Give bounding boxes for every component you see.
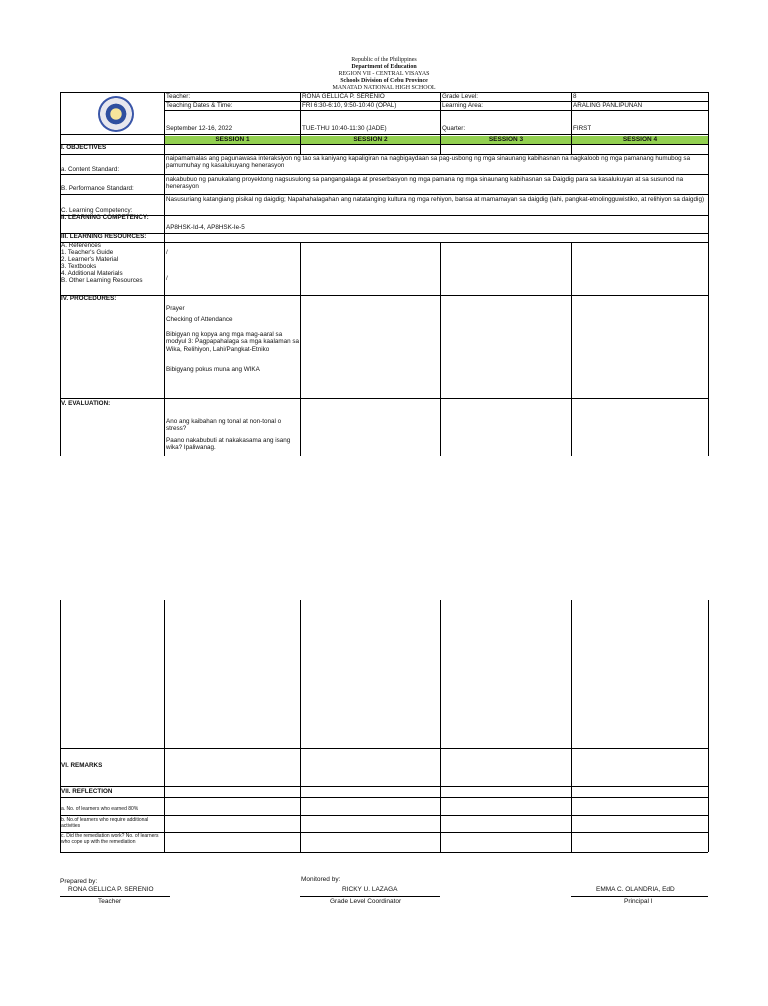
principal-role: Principal I — [624, 898, 653, 905]
header-division: Schools Division of Cebu Province — [340, 78, 428, 84]
deped-seal-icon — [98, 96, 134, 132]
quarter-label: Quarter: — [442, 125, 466, 132]
grid-line — [708, 600, 709, 852]
prepared-by-name: RONA GELLICA P. SERENIO — [68, 886, 154, 893]
grid-line — [440, 242, 441, 456]
evaluation-heading: V. EVALUATION: — [61, 400, 111, 407]
grid-line — [60, 215, 708, 216]
resource-mark: / — [166, 249, 168, 256]
evaluation-question-2: Paano nakabubuti at nakakasama ang isang wika? Ipaliwanag. — [166, 437, 291, 452]
session-1-header: SESSION 1 — [165, 136, 300, 144]
resource-item: 1. Teacher's Guide — [61, 249, 114, 256]
grid-line — [440, 92, 441, 154]
monitored-by-name: RICKY U. LAZAGA — [342, 886, 398, 893]
prepared-by-label: Prepared by: — [60, 878, 98, 885]
header-republic: Republic of the Philippines — [351, 57, 417, 63]
procedure-focus: Bibigyang pokus muna ang WIKA — [166, 366, 260, 373]
grid-line — [164, 600, 165, 852]
resource-item: B. Other Learning Resources — [61, 277, 143, 284]
grid-line — [300, 92, 301, 154]
objectives-heading: I. OBJECTIVES — [61, 144, 107, 151]
reflection-item: c. Did the remediation work? No. of learners who cope up with the remediation — [61, 833, 159, 845]
dates-label: Teaching Dates & Time: — [166, 102, 233, 109]
quarter-value: FIRST — [573, 125, 592, 132]
grid-line — [60, 134, 708, 135]
grid-line — [300, 600, 301, 852]
header-region: REGION VII - CENTRAL VISAYAS — [338, 71, 430, 77]
grid-line — [440, 600, 441, 852]
grid-line — [571, 92, 572, 154]
grid-line — [60, 748, 708, 749]
grid-line — [60, 242, 708, 243]
principal-name: EMMA C. OLANDRIA, EdD — [596, 886, 675, 893]
learning-resources-heading: III. LEARNING RESOURCES: — [61, 233, 147, 240]
grade-label: Grade Level: — [442, 93, 479, 100]
monitored-by-role: Grade Level Coordinator — [330, 898, 402, 905]
time-value: FRI 6:30-6:10, 9:50-10:40 (OPAL) — [302, 102, 397, 109]
content-standard-text: naipamamalas ang pagunawasa interaksiyon ng tao sa kaniyang kapaligiran na nagbigaydaan sa pag-usbong ng mga sinaunang kabihasnan na nagkaloob ng mga pamanang humubog sa pamumuhay ng kasalukuyang henerasyon — [166, 155, 691, 170]
grid-line — [164, 110, 708, 111]
grid-line — [60, 852, 708, 853]
time-value-2: TUE-THU 10:40-11:30 (JADE) — [302, 125, 387, 132]
reflection-item: a. No. of learners who earned 80% — [61, 806, 139, 812]
monitored-by-label: Monitored by: — [301, 876, 341, 883]
grid-line — [60, 144, 708, 145]
procedures-heading: IV. PROCEDURES: — [61, 295, 117, 302]
grid-line — [164, 92, 165, 456]
procedure-prayer: Prayer — [166, 305, 185, 312]
grid-line — [60, 295, 708, 296]
grid-line — [60, 786, 708, 787]
grid-line — [60, 194, 708, 195]
resource-item: 4. Additional Materials — [61, 270, 123, 277]
header-deped: Department of Education — [351, 64, 417, 70]
competency-codes: AP8HSK-Id-4, AP8HSK-Ie-5 — [166, 224, 245, 231]
content-standard-label: a. Content Standard: — [61, 166, 120, 173]
resource-item: A. References — [61, 242, 101, 249]
teacher-value: RONA GELLICA P. SERENIO — [302, 93, 385, 100]
session-4-header: SESSION 4 — [572, 136, 708, 144]
learning-competency-heading: II. LEARNING COMPETENCY: — [61, 214, 149, 221]
grid-line — [60, 398, 708, 399]
session-3-header: SESSION 3 — [441, 136, 571, 144]
learning-competency-text: Nasusuriang katangiang pisikal ng daigdig; Napahahalagahan ang natatanging kultura ng mga rehiyon, bansa at mamamayan sa daigdig (lahi, pangkat-etnolingguwistiko, at relihiyon sa daigdig) — [166, 196, 705, 203]
grid-line — [708, 92, 709, 456]
performance-standard-text: nakabubuo ng panukalang proyektong nagsusulong sa pangangalaga at preserbasyon ng mga pamana ng mga sinaunang kabihasnan sa Daigdig para sa kasalukuyan at sa susunod na henerasyon — [166, 176, 684, 191]
prepared-by-role: Teacher — [98, 898, 122, 905]
date-value: September 12-16, 2022 — [166, 125, 233, 132]
signature-line — [571, 896, 708, 897]
area-label: Learning Area: — [442, 102, 483, 109]
grid-line — [60, 174, 708, 175]
procedure-activity: Bibigyan ng kopya ang mga mag-aaral sa modyul 3: Pagpapahalaga sa mga kaalaman sa Wika, Relihiyon, Lahi/Pangkat-Etniko — [166, 331, 300, 353]
procedure-attendance: Checking of Attendance — [166, 316, 233, 323]
grid-line — [60, 600, 61, 852]
grid-line — [60, 233, 708, 234]
header-school: MANATAD NATIONAL HIGH SCHOOL — [332, 85, 436, 91]
learning-competency-label: C. Learning Competency: — [61, 207, 133, 214]
resource-item: 2. Learner's Material — [61, 256, 119, 263]
performance-standard-label: B. Performance Standard: — [61, 185, 134, 192]
evaluation-question-1: Ano ang kaibahan ng tonal at non-tonal o stress? — [166, 418, 282, 433]
reflection-heading: VII. REFLECTION — [61, 788, 113, 795]
grid-line — [60, 815, 708, 816]
session-2-header: SESSION 2 — [301, 136, 440, 144]
resource-item: 3. Textbooks — [61, 263, 97, 270]
reflection-item: b. No.of learners who require additional activities — [61, 817, 149, 829]
remarks-heading: VI. REMARKS — [61, 762, 103, 769]
grid-line — [571, 242, 572, 456]
signature-line — [300, 896, 440, 897]
grade-value: 8 — [573, 93, 577, 100]
resource-mark: / — [166, 275, 168, 282]
grid-line — [300, 242, 301, 456]
grid-line — [571, 600, 572, 852]
grid-line — [60, 797, 708, 798]
signature-line — [60, 896, 170, 897]
teacher-label: Teacher: — [166, 93, 191, 100]
area-value: ARALING PANLIPUNAN — [573, 102, 643, 109]
